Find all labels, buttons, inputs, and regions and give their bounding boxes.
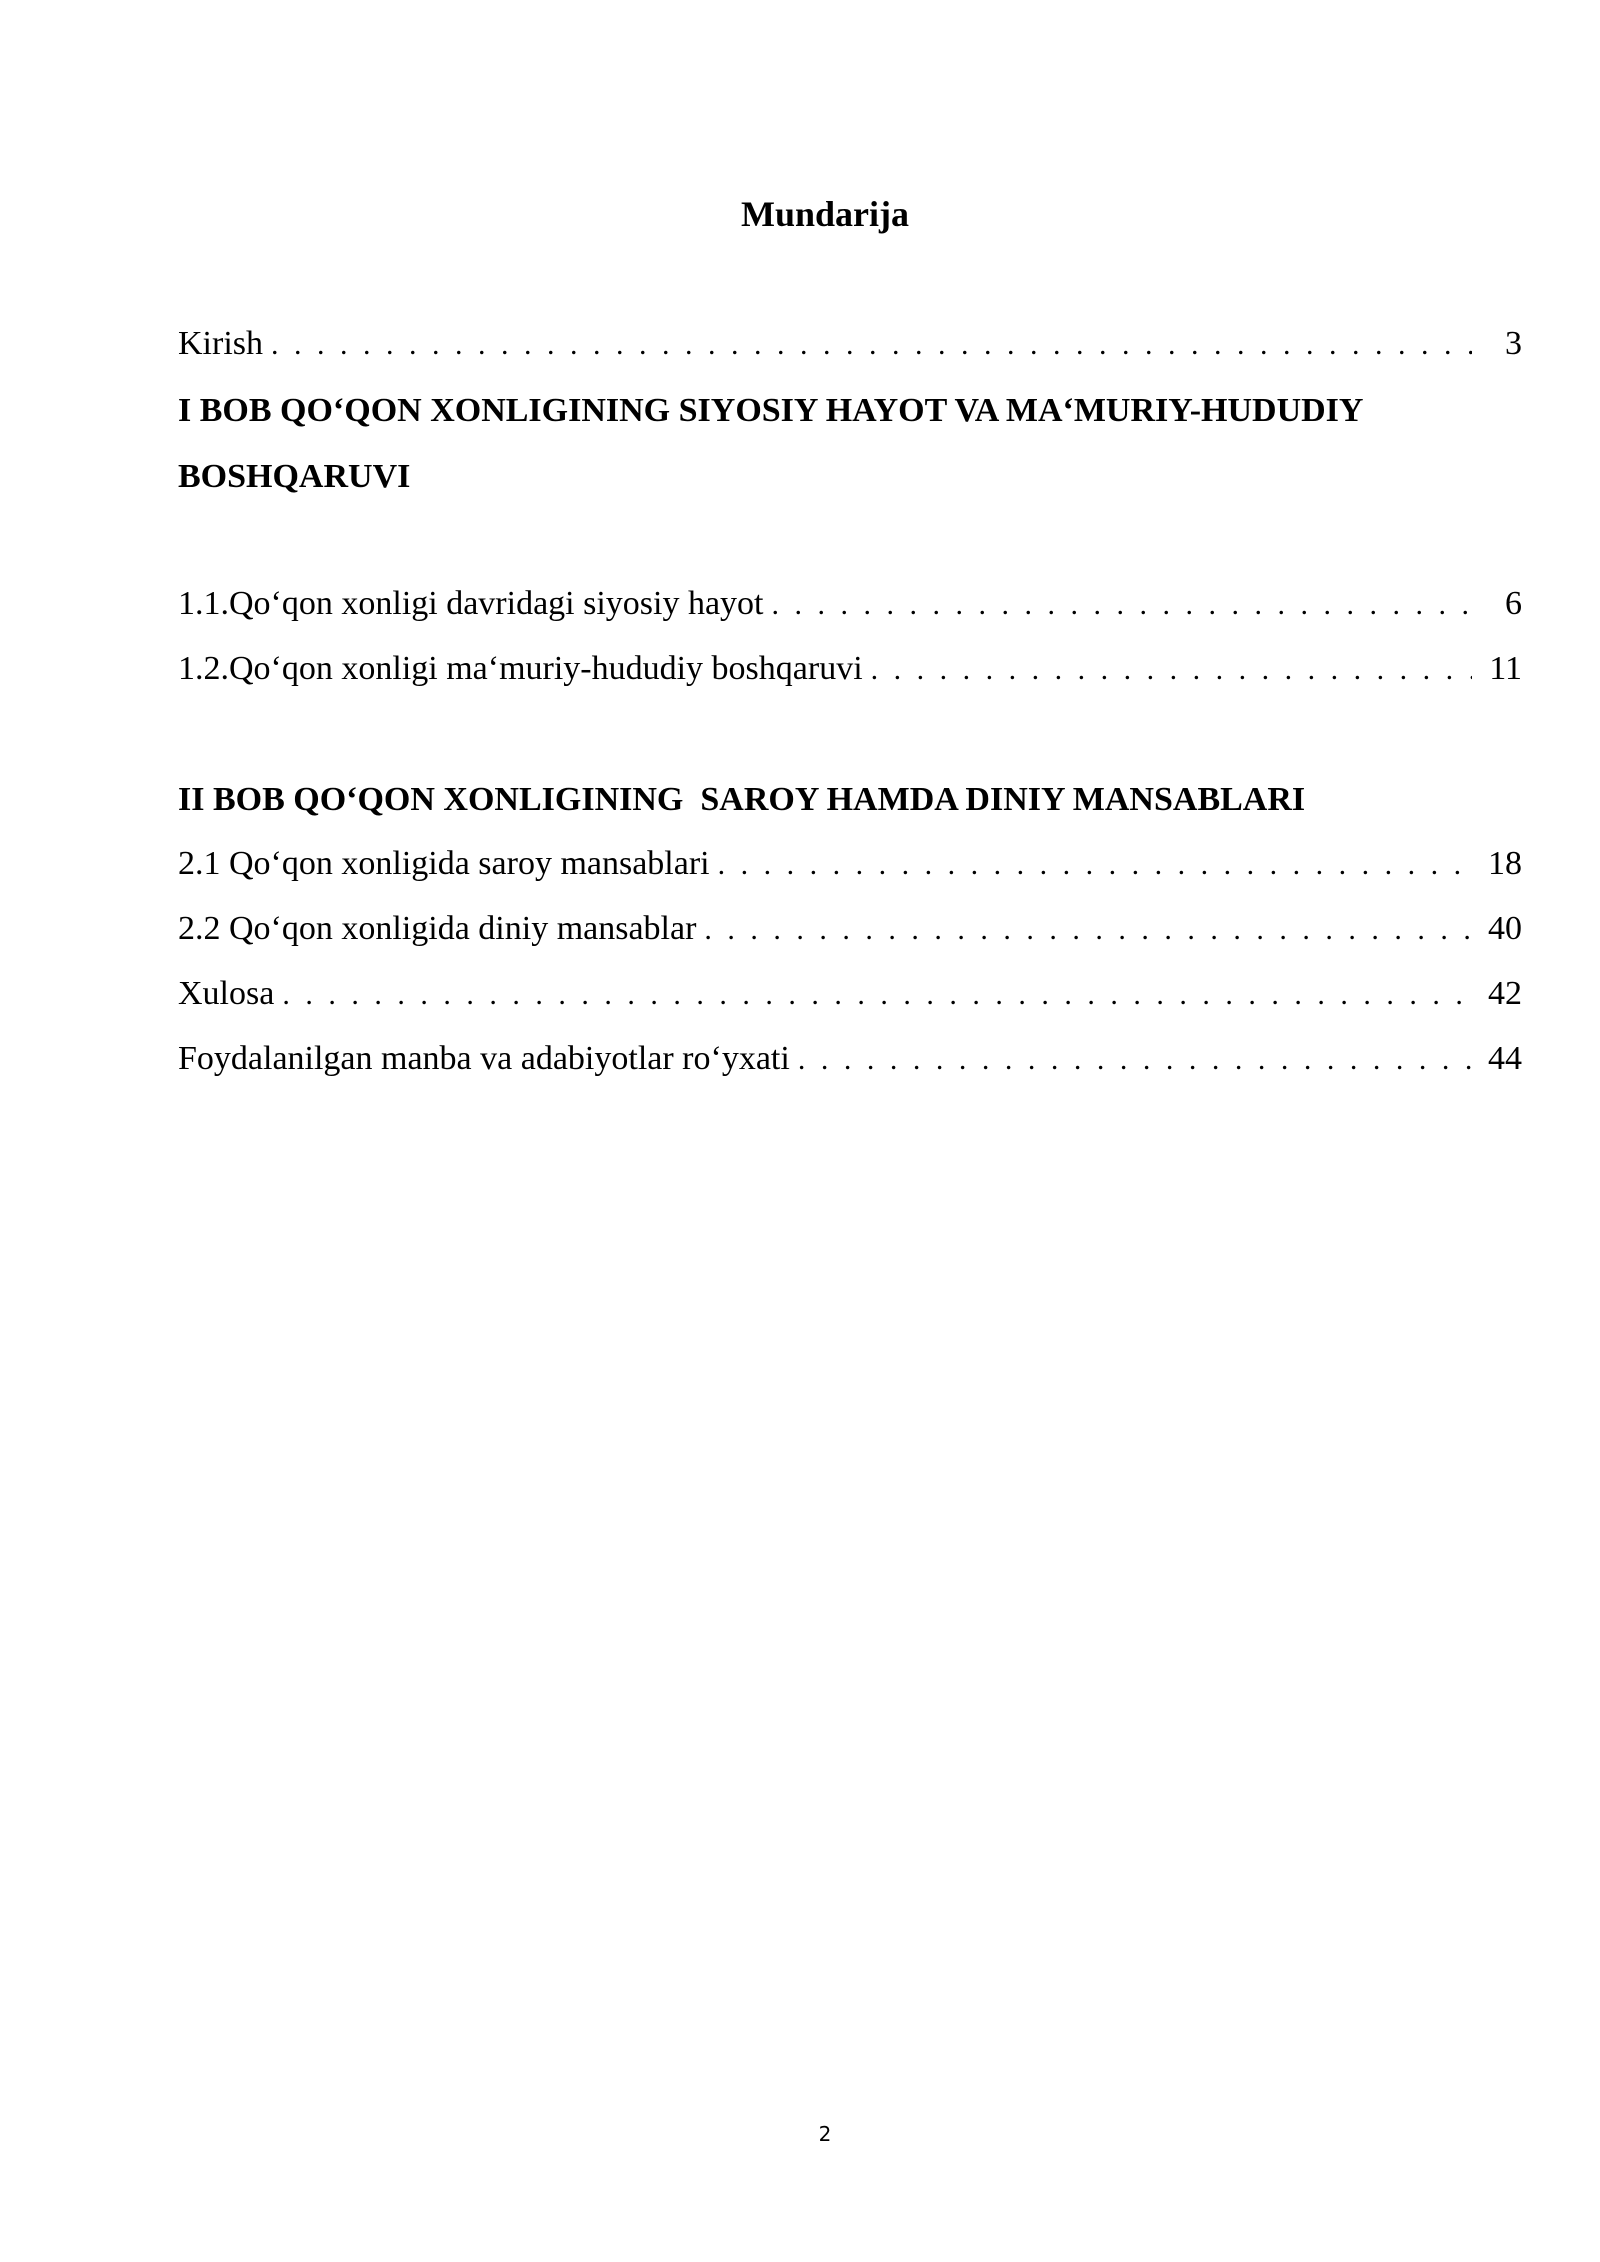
- toc-entry-page: 42: [1488, 975, 1522, 1012]
- toc-entry-label: 1.1.Qo‘qon xonligi davridagi siyosiy hayot: [178, 585, 764, 622]
- toc-leader-dots: [798, 1038, 1472, 1082]
- toc-chapter-2-heading: II BOB QO‘QON XONLIGINING SAROY HAMDA DINIY MANSABLARI: [178, 781, 1306, 818]
- toc-entry-2-2: [178, 907, 1522, 952]
- toc-leader-dots: [871, 648, 1472, 692]
- toc-entry-page: 6: [1505, 585, 1522, 622]
- toc-entry-references: [178, 1037, 1522, 1082]
- toc-entry-label: Kirish: [178, 325, 263, 362]
- page-title: Mundarija: [740, 194, 909, 234]
- toc-chapter-1-heading: I BOB QO‘QON XONLIGINING SIYOSIY HAYOT VA MA‘MURIY-HUDUDIY BOSHQARUVI: [178, 392, 1363, 495]
- toc-entry-page: 3: [1505, 325, 1522, 362]
- toc-entry-label: 2.1 Qo‘qon xonligida saroy mansablari: [178, 845, 710, 882]
- toc-leader-dots: [271, 323, 1472, 367]
- toc-leader-dots: [718, 843, 1472, 887]
- toc-entry-page: 44: [1488, 1040, 1522, 1077]
- toc-entry-2-1: [178, 842, 1522, 887]
- toc-entry-label: Xulosa: [178, 975, 275, 1012]
- toc-entry-label: 1.2.Qo‘qon xonligi ma‘muriy-hududiy boshqaruvi: [178, 650, 863, 687]
- toc-entry-label: 2.2 Qo‘qon xonligida diniy mansablar: [178, 910, 697, 947]
- toc-entry-1-1: [178, 582, 1522, 627]
- toc-entry-page: 11: [1489, 650, 1522, 687]
- toc-entry-page: 40: [1488, 910, 1522, 947]
- toc-leader-dots: [282, 973, 1472, 1017]
- toc-entry-1-2: [178, 647, 1522, 692]
- toc-entry-label: Foydalanilgan manba va adabiyotlar ro‘yxati: [178, 1040, 790, 1077]
- toc-leader-dots: [704, 908, 1472, 952]
- toc-entry-conclusion: [178, 972, 1522, 1017]
- page-number: 2: [818, 2122, 832, 2146]
- toc-leader-dots: [772, 583, 1472, 627]
- toc-entry-page: 18: [1488, 845, 1522, 882]
- toc-entry-intro: [178, 322, 1522, 367]
